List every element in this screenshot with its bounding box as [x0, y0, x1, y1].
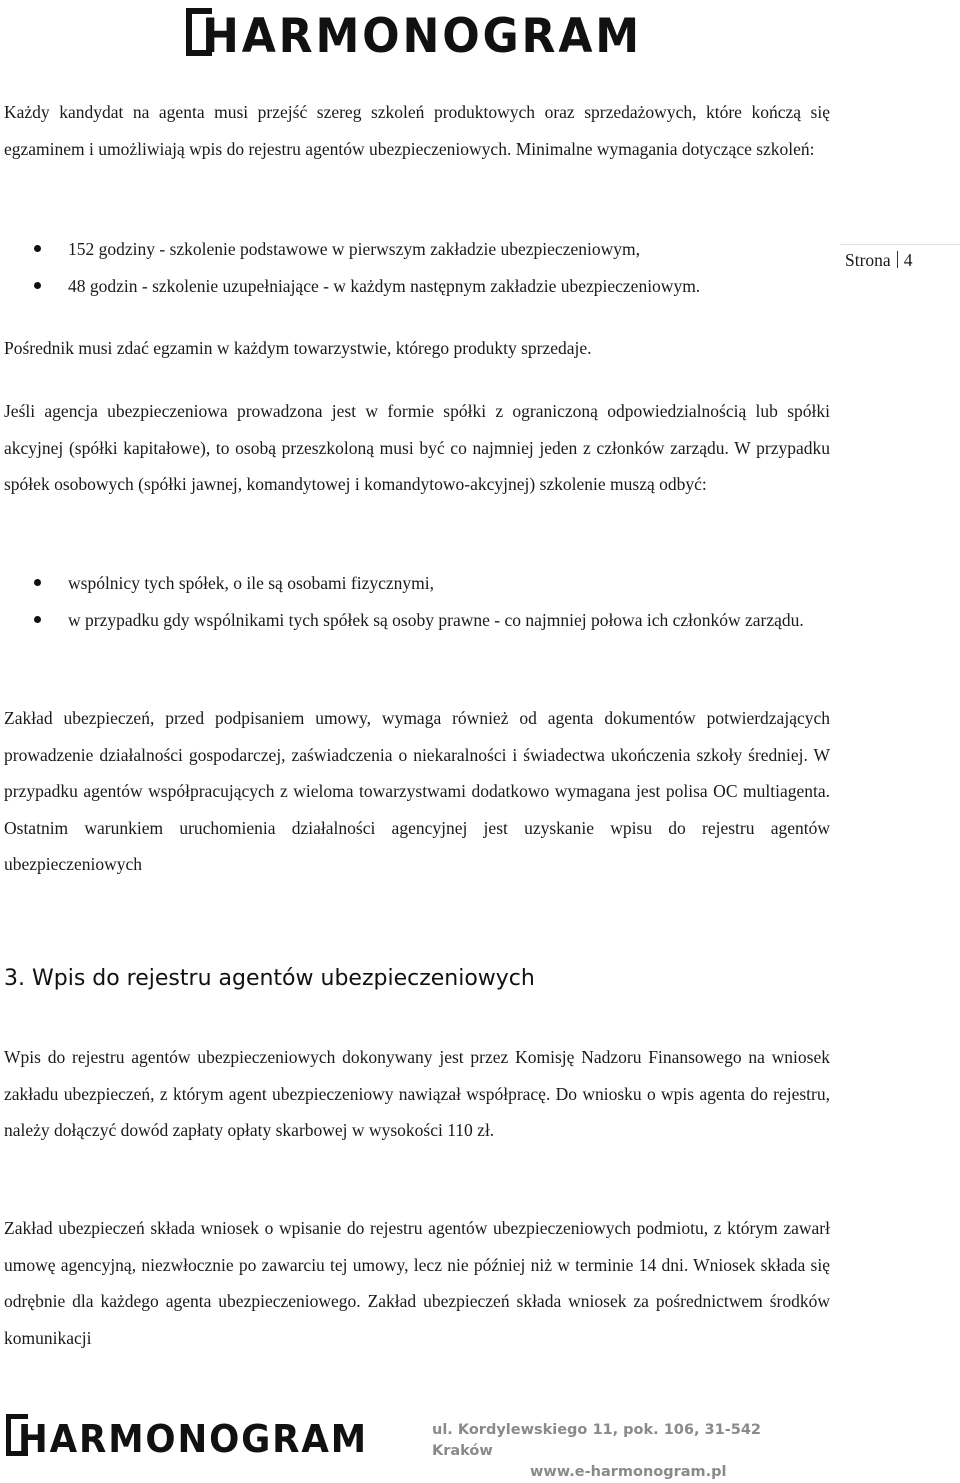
- paragraph-company-agency: Jeśli agencja ubezpieczeniowa prowadzona jest w formie spółki z ograniczoną odpowiedzialnością lub spółki akcyjnej (spółki kapitałowe), to osobą przeszkoloną musi być co najmniej jeden z członków zarządu. W przypadku spółek osobowych (spółki jawnej, komandytowej i komandytowo-akcyjnej) szkolenie muszą odbyć:: [4, 401, 830, 494]
- harmonogram-logo: [180, 2, 650, 62]
- paragraph-documents: Zakład ubezpieczeń, przed podpisaniem umowy, wymaga również od agenta dokumentów potwierdzających prowadzenie działalności gospodarczej, zaświadczenia o niekaralności i świadectwa ukończenia szkoły średniej. W przypadku agentów współpracujących z wieloma towarzystwami dodatkowo wymagana jest polisa OC multiagenta. Ostatnim warunkiem uruchomienia działalności agencyjnej jest uzyskanie wpisu do rejestru agentów ubezpieczeniowych: [4, 708, 830, 874]
- page-number-label: [845, 250, 912, 271]
- section-heading: 3. Wpis do rejestru agentów ubezpieczeniowych: [4, 966, 535, 991]
- page-word: Strona: [845, 250, 891, 270]
- page-number: 4: [903, 250, 913, 270]
- footer-contact: [432, 1420, 812, 1483]
- bullet-icon: [34, 579, 41, 586]
- list-item: wspólnicy tych spółek, o ile są osobami fizycznymi,: [4, 565, 830, 602]
- paragraph-training-requirements: Każdy kandydat na agenta musi przejść szereg szkoleń produktowych oraz sprzedażowych, które kończą się egzaminem i umożliwiają wpis do rejestru agentów ubezpieczeniowych. Minimalne wymagania dotyczące szkoleń:: [4, 102, 830, 159]
- page-label-rule: [840, 244, 960, 245]
- paragraph-application: Zakład ubezpieczeń składa wniosek o wpisanie do rejestru agentów ubezpieczeniowych podmiotu, z którym zawarł umowę agencyjną, niezwłocznie po zawarciu tej umowy, lecz nie później niż w terminie 14 dni. Wniosek składa się odrębnie dla każdego agenta ubezpieczeniowego. Zakład ubezpieczeń składa wniosek za pośrednictwem środków komunikacji: [4, 1218, 830, 1348]
- partners-list: [4, 565, 830, 638]
- paragraph-exam: Pośrednik musi zdać egzamin w każdym towarzystwie, którego produkty sprzedaje.: [4, 338, 592, 358]
- bullet-icon: [34, 245, 41, 252]
- training-hours-list: [4, 231, 830, 304]
- footer-website-link[interactable]: www.e-harmonogram.pl: [530, 1464, 727, 1480]
- page-separator: [897, 251, 898, 268]
- list-item: 48 godzin - szkolenie uzupełniające - w każdym następnym zakładzie ubezpieczeniowym.: [4, 268, 830, 305]
- footer-logo-wordmark: HARMONOGRAM: [18, 1417, 368, 1460]
- bullet-icon: [34, 616, 41, 623]
- list-item: w przypadku gdy wspólnikami tych spółek są osoby prawne - co najmniej połowa ich członków zarządu.: [4, 602, 830, 639]
- paragraph-registry-entry: Wpis do rejestru agentów ubezpieczeniowych dokonywany jest przez Komisję Nadzoru Finansowego na wniosek zakładu ubezpieczeń, z którym agent ubezpieczeniowy nawiązał współpracę. Do wniosku o wpis agenta do rejestru, należy dołączyć dowód zapłaty opłaty skarbowej w wysokości 110 zł.: [4, 1047, 830, 1140]
- footer-harmonogram-logo: [4, 1410, 374, 1460]
- footer-address: ul. Kordylewskiego 11, pok. 106, 31-542 Kraków: [432, 1422, 762, 1459]
- list-item: 152 godziny - szkolenie podstawowe w pierwszym zakładzie ubezpieczeniowym,: [4, 231, 830, 268]
- bullet-icon: [34, 282, 41, 289]
- logo-wordmark: HARMONOGRAM: [202, 9, 642, 62]
